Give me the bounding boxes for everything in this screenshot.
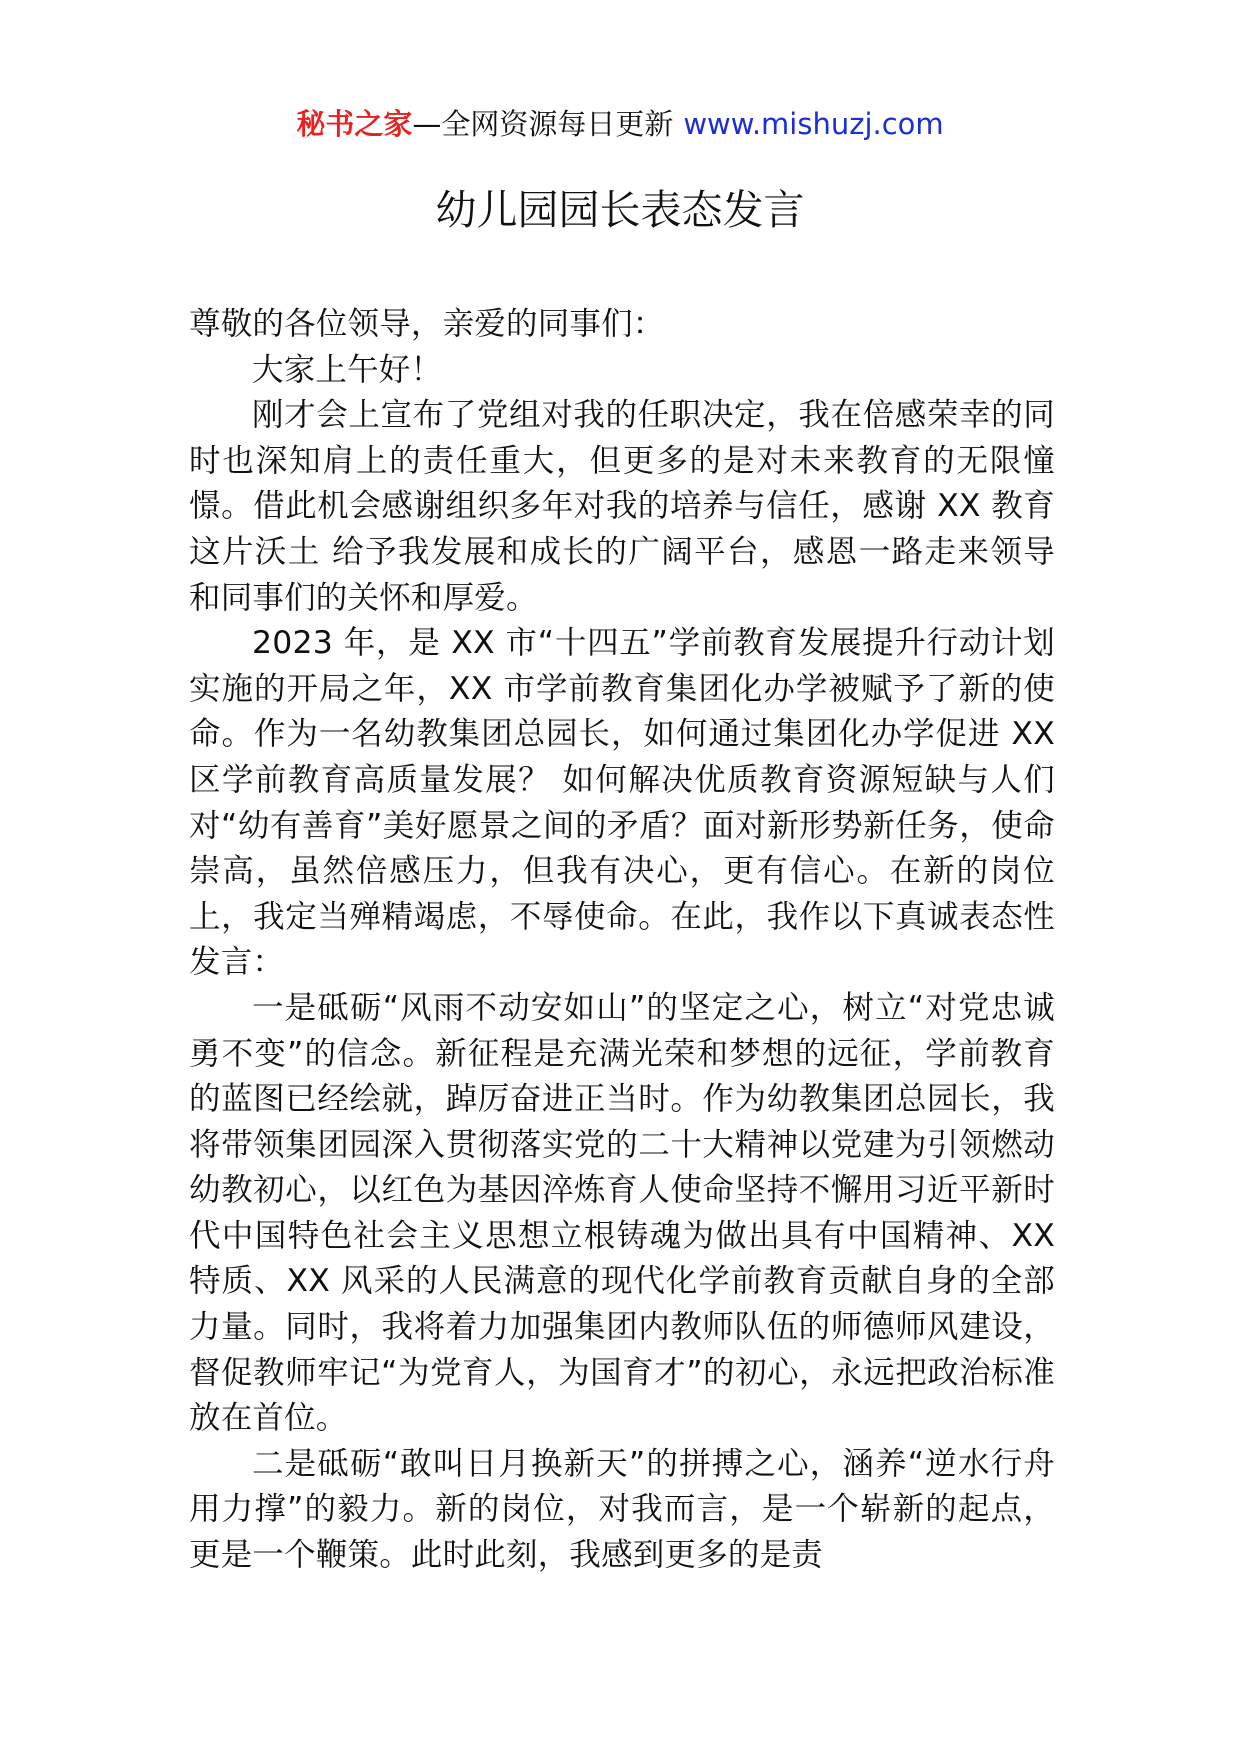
paragraph-point-one: 一是砥砺“风雨不动安如山”的坚定之心，树立“对党忠诚勇不变”的信念。新征程是充满光荣和梦想的远征，学前教育的蓝图已经绘就，踔厉奋进正当时。作为幼教集团总园长，我将带领集团园深入贯彻落实党的二十大精神以党建为引领燃动幼教初心，以红色为基因淬炼育人使命坚持不懈用习近平新时代中国特色社会主义思想立根铸魂为做出具有中国精神、XX 特质、XX 风采的人民满意的现代化学前教育贡献自身的全部力量。同时，我将着力加强集团内教师队伍的师德师风建设，督促教师牢记“为党育人，为国育才”的初心，永远把政治标准放在首位。: [189, 989, 1055, 1437]
header-slogan: —全网资源每日更新: [412, 107, 674, 141]
salutation: 尊敬的各位领导，亲爱的同事们：: [189, 306, 665, 342]
document-title: 幼儿园园长表态发言: [435, 186, 805, 234]
paragraph-2023-mission: 2023 年，是 XX 市“十四五”学前教育发展提升行动计划实施的开局之年，XX 市学前教育集团化办学被赋予了新的使命。作为一名幼教集团总园长，如何通过集团化办学促进 XX 区学前教育高质量发展？ 如何解决优质教育资源短缺与人们对“幼有善育”美好愿景之间的矛盾？面对新形势新任务，使命崇高，虽然倍感压力，但我有决心，更有信心。在新的岗位上，我定当殚精竭虑，不辱使命。在此，我作以下真诚表态性发言：: [189, 625, 1055, 981]
paragraph-appointment: 刚才会上宣布了党组对我的任职决定，我在倍感荣幸的同时也深知肩上的责任重大，但更多的是对未来教育的无限憧憬。借此机会感谢组织多年对我的培养与信任，感谢 XX 教育这片沃土 给予我发展和成长的广阔平台，感恩一路走来领导和同事们的关怀和厚爱。: [189, 397, 1055, 616]
document-body: [189, 302, 1055, 1579]
paragraph-point-two: 二是砥砺“敢叫日月换新天”的拼搏之心，涵养“逆水行舟用力撑”的毅力。新的岗位，对我而言，是一个崭新的起点，更是一个鞭策。此时此刻，我感到更多的是责: [189, 1445, 1055, 1574]
header-url-link[interactable]: www.mishuzj.com: [683, 107, 944, 141]
header-brand: 秘书之家: [296, 107, 413, 141]
header-banner: [0, 104, 1240, 144]
paragraph-greeting: 大家上午好！: [252, 351, 443, 388]
